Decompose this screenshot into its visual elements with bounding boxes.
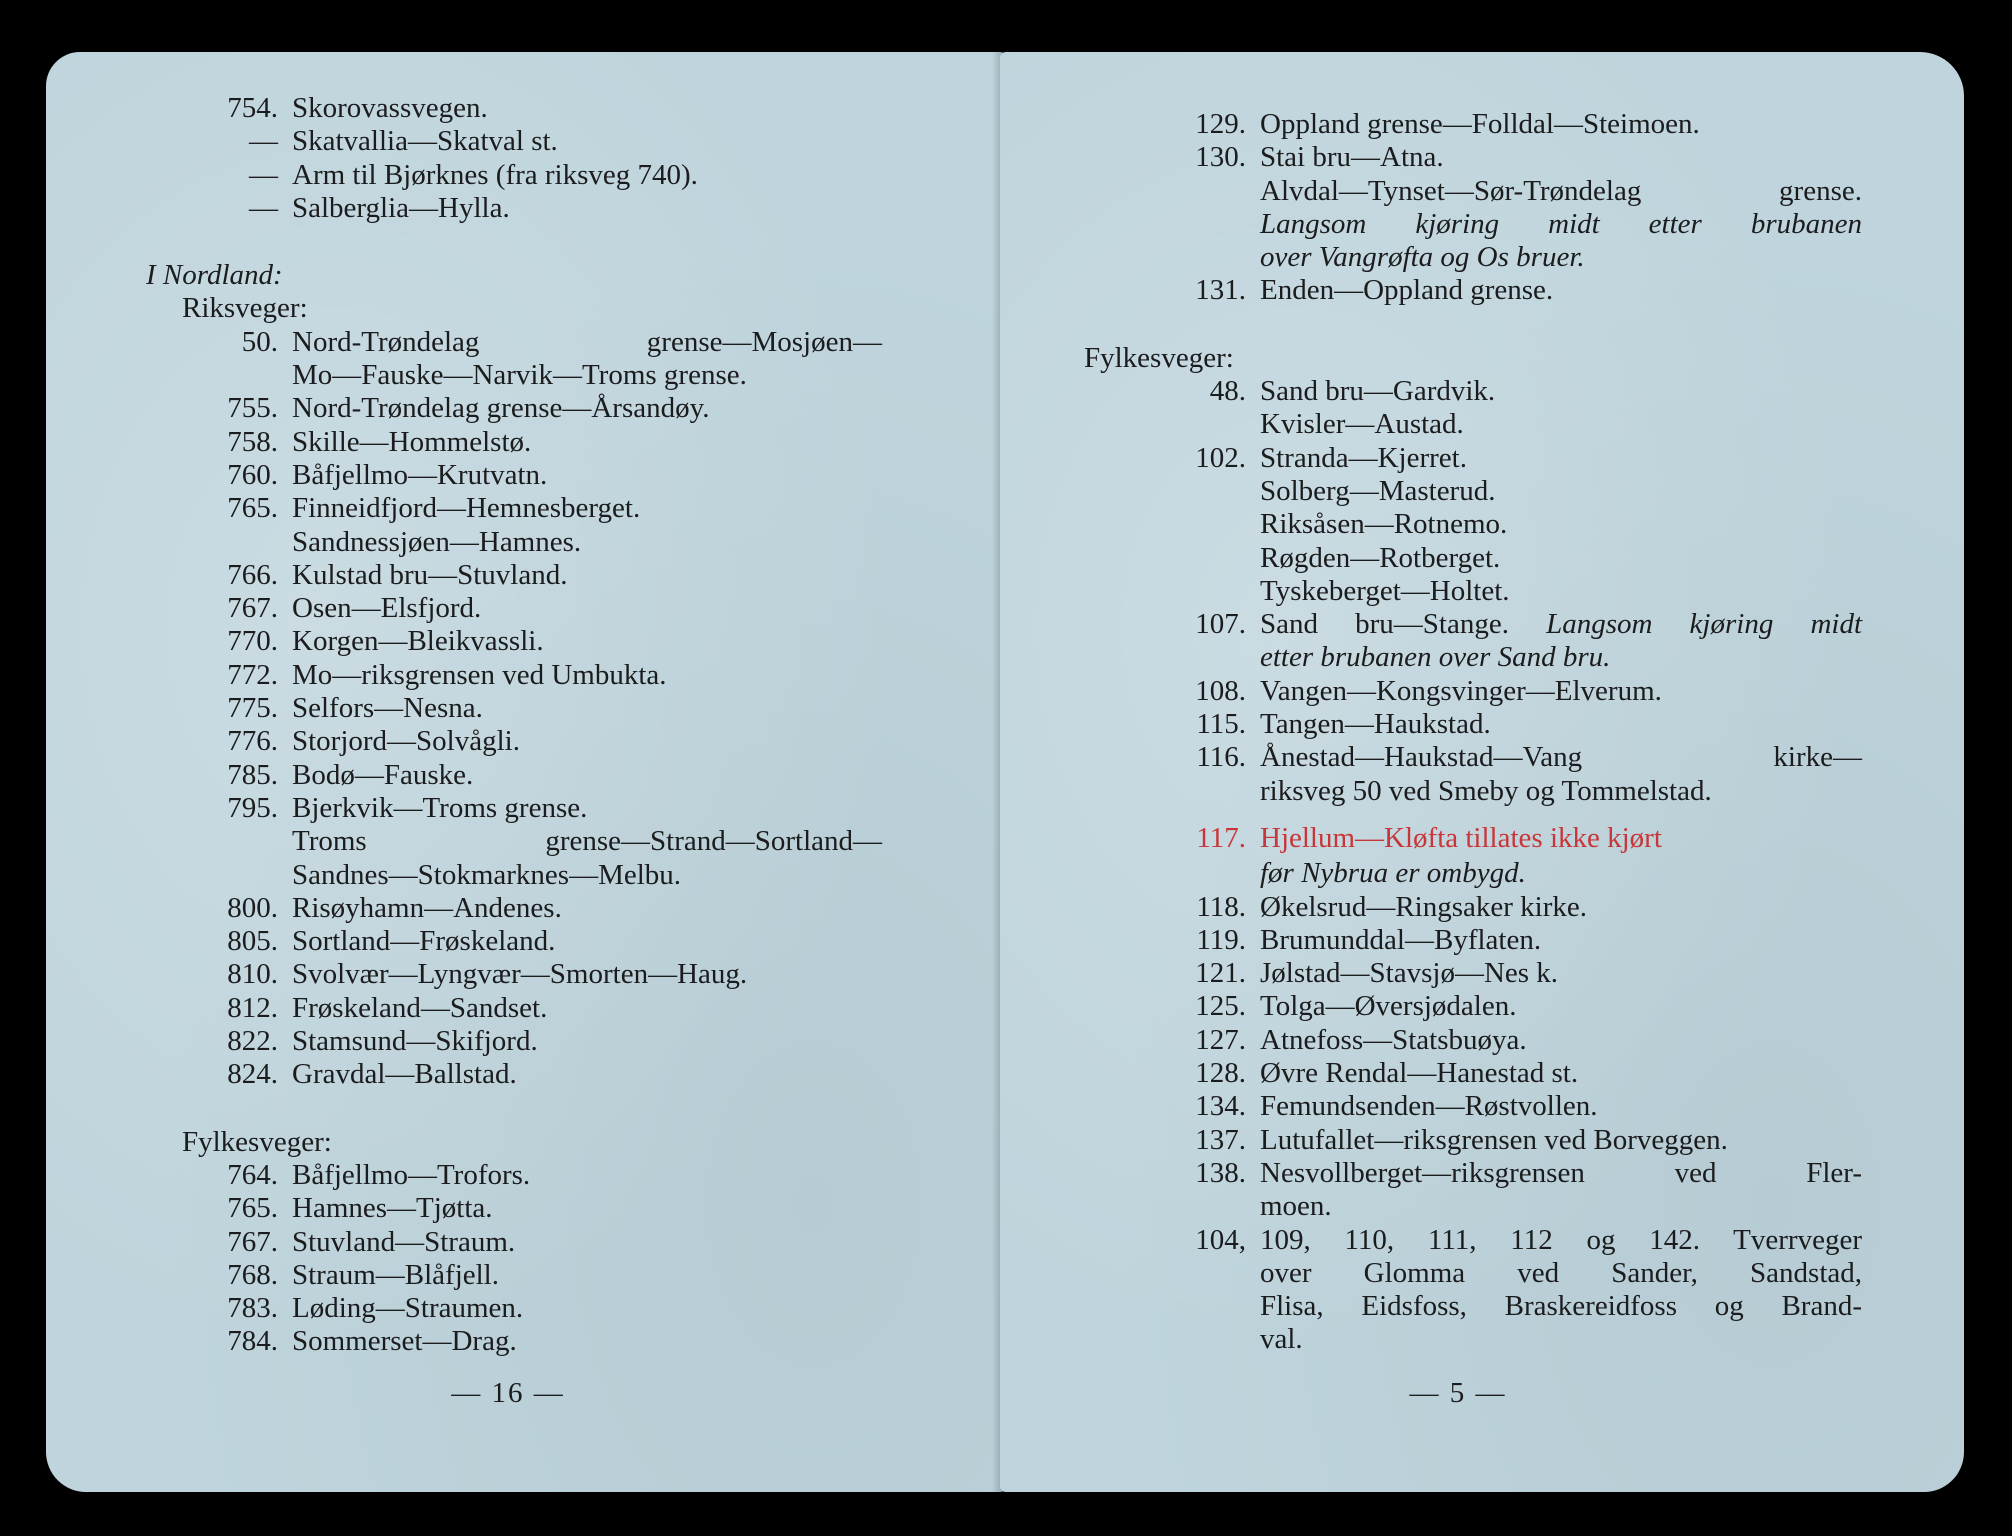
road-entry-continuation: Sandnes—Stokmarknes—Melbu. xyxy=(292,858,682,891)
road-entry: 805. Sortland—Frøskeland. xyxy=(227,925,556,958)
road-entry: 766. Kulstad bru—Stuvland. xyxy=(227,558,568,591)
road-entry-continuation: Riksåsen—Rotnemo. xyxy=(1260,508,1508,541)
road-entry-continuation: Røgden—Rotberget. xyxy=(1260,541,1501,574)
entry-104: 104, 109, 110, 111, 112 og 142. Tverrveger xyxy=(1195,1223,1862,1256)
road-entry-continuation: Tyskeberget—Holtet. xyxy=(1260,574,1510,607)
road-entry: 50. Nord-Trøndelag grense—Mosjøen— xyxy=(241,325,882,358)
entry-115: 115. Tangen—Haukstad. xyxy=(1196,708,1491,741)
subheading-fylkesveger-left: Fylkesveger: xyxy=(182,1125,332,1158)
road-entry: 775. Selfors—Nesna. xyxy=(227,692,483,725)
road-entry: 137. Lutufallet—riksgrensen ved Borveggen. xyxy=(1195,1123,1728,1156)
road-entry: 783. Løding—Straumen. xyxy=(227,1292,524,1325)
entry-104-line4: val. xyxy=(1260,1323,1303,1356)
subheading-riksveger: Riksveger: xyxy=(182,292,308,325)
entry-108: 108. Vangen—Kongsvinger—Elverum. xyxy=(1195,674,1662,707)
entry-48 xyxy=(1084,375,1914,442)
entry-130-line3: Langsom kjøring midt etter brubanen xyxy=(1260,207,1862,240)
heading-nordland: I Nordland: xyxy=(146,259,283,292)
road-entry: 102. Stranda—Kjerret. xyxy=(1195,441,1467,474)
page-number-right: — 5 — xyxy=(1409,1377,1507,1409)
road-entry: 776. Storjord—Solvågli. xyxy=(227,725,520,758)
road-entry: 767. Osen—Elsfjord. xyxy=(227,592,482,625)
road-entry: 810. Svolvær—Lyngvær—Smorten—Haug. xyxy=(227,958,748,991)
entry-138-line2: moen. xyxy=(1260,1190,1332,1223)
entry-129: 129. Oppland grense—Folldal—Steimoen. xyxy=(1195,108,1700,140)
road-entry: 118. Økelsrud—Ringsaker kirke. xyxy=(1196,890,1587,923)
road-entry: — Arm til Bjørknes (fra riksveg 740). xyxy=(249,158,698,191)
fylkesveger-list-left xyxy=(146,1159,966,1359)
entry-131: 131. Enden—Oppland grense. xyxy=(1195,274,1554,307)
entry-102 xyxy=(1084,442,1914,608)
road-entry: 767. Stuvland—Straum. xyxy=(227,1225,516,1258)
road-entry: 125. Tolga—Øversjødalen. xyxy=(1195,990,1517,1023)
entry-116-line2: riksveg 50 ved Smeby og Tommelstad. xyxy=(1260,774,1712,807)
left-page xyxy=(46,52,1006,1492)
entry-107: 107. Sand bru—Stange. Langsom kjøring midt xyxy=(1195,608,1862,641)
road-entry: — Salberglia—Hylla. xyxy=(249,191,510,224)
road-entry-continuation: Solberg—Masterud. xyxy=(1260,474,1496,507)
group-trondelag-tail xyxy=(146,92,966,225)
road-entry: 765. Finneidfjord—Hemnesberget. xyxy=(227,492,641,525)
road-entry: 784. Sommerset—Drag. xyxy=(227,1325,517,1358)
road-entry: 127. Atnefoss—Statsbuøya. xyxy=(1195,1023,1527,1056)
road-entry: 785. Bodø—Fauske. xyxy=(227,758,474,791)
road-entry: 754. Skorovassvegen. xyxy=(227,92,488,124)
entry-130-line4: over Vangrøfta og Os bruer. xyxy=(1260,241,1585,274)
entry-130: 130. Stai bru—Atna. xyxy=(1195,141,1444,174)
road-entry-continuation: Sandnessjøen—Hamnes. xyxy=(292,525,582,558)
road-entry-continuation: Kvisler—Austad. xyxy=(1260,408,1464,441)
road-entry: 768. Straum—Blåfjell. xyxy=(227,1258,499,1291)
right-page-text xyxy=(1084,108,1914,1357)
road-entry: — Skatvallia—Skatval st. xyxy=(249,125,558,158)
road-entry: 48. Sand bru—Gardvik. xyxy=(1209,375,1496,408)
entry-117-line2: før Nybrua er ombygd. xyxy=(1260,857,1526,890)
road-entry: 822. Stamsund—Skifjord. xyxy=(227,1025,538,1058)
entry-104-line2: over Glomma ved Sander, Sandstad, xyxy=(1260,1256,1862,1289)
entry-138: 138. Nesvollberget—riksgrensen ved Fler- xyxy=(1195,1156,1862,1189)
road-entry: 795. Bjerkvik—Troms grense. xyxy=(227,791,588,824)
entry-116: 116. Ånestad—Haukstad—Vang kirke— xyxy=(1196,741,1862,774)
road-entry: 755. Nord-Trøndelag grense—Årsandøy. xyxy=(227,392,710,425)
entry-107-line2: etter brubanen over Sand bru. xyxy=(1260,641,1611,674)
road-entry: 128. Øvre Rendal—Hanestad st. xyxy=(1195,1057,1579,1090)
road-entry-continuation: Mo—Fauske—Narvik—Troms grense. xyxy=(292,359,747,392)
road-entry: 770. Korgen—Bleikvassli. xyxy=(227,625,544,658)
road-entry-continuation: Troms grense—Strand—Sortland— xyxy=(292,825,882,858)
page-number-left: — 16 — xyxy=(451,1377,565,1409)
right-page xyxy=(1000,52,1964,1492)
road-entry: 812. Frøskeland—Sandset. xyxy=(227,991,548,1024)
road-entry: 134. Femundsenden—Røstvollen. xyxy=(1195,1090,1598,1123)
road-entry: 824. Gravdal—Ballstad. xyxy=(227,1058,517,1091)
road-entry: 758. Skille—Hommelstø. xyxy=(227,425,532,458)
road-entry: 764. Båfjellmo—Trofors. xyxy=(227,1158,531,1191)
entry-130-line2: Alvdal—Tynset—Sør-Trøndelag grense. xyxy=(1260,174,1862,207)
road-entry: 121. Jølstad—Stavsjø—Nes k. xyxy=(1195,957,1559,990)
entry-117-stamped: 117. Hjellum—Kløfta tillates ikke kjørt xyxy=(1196,821,1662,854)
road-entry: 760. Båfjellmo—Krutvatn. xyxy=(227,458,548,491)
road-entry: 800. Risøyhamn—Andenes. xyxy=(227,891,562,924)
subheading-fylkesveger-right: Fylkesveger: xyxy=(1084,341,1234,374)
road-entry: 119. Brumunddal—Byflaten. xyxy=(1196,923,1542,956)
entry-104-line3: Flisa, Eidsfoss, Braskereidfoss og Brand- xyxy=(1260,1290,1862,1323)
road-entry: 772. Mo—riksgrensen ved Umbukta. xyxy=(227,658,667,691)
fylkesveger-list-right xyxy=(1084,891,1914,1157)
left-page-text xyxy=(146,92,966,1359)
riksveger-list xyxy=(146,326,966,1092)
road-entry: 765. Hamnes—Tjøtta. xyxy=(227,1192,493,1225)
